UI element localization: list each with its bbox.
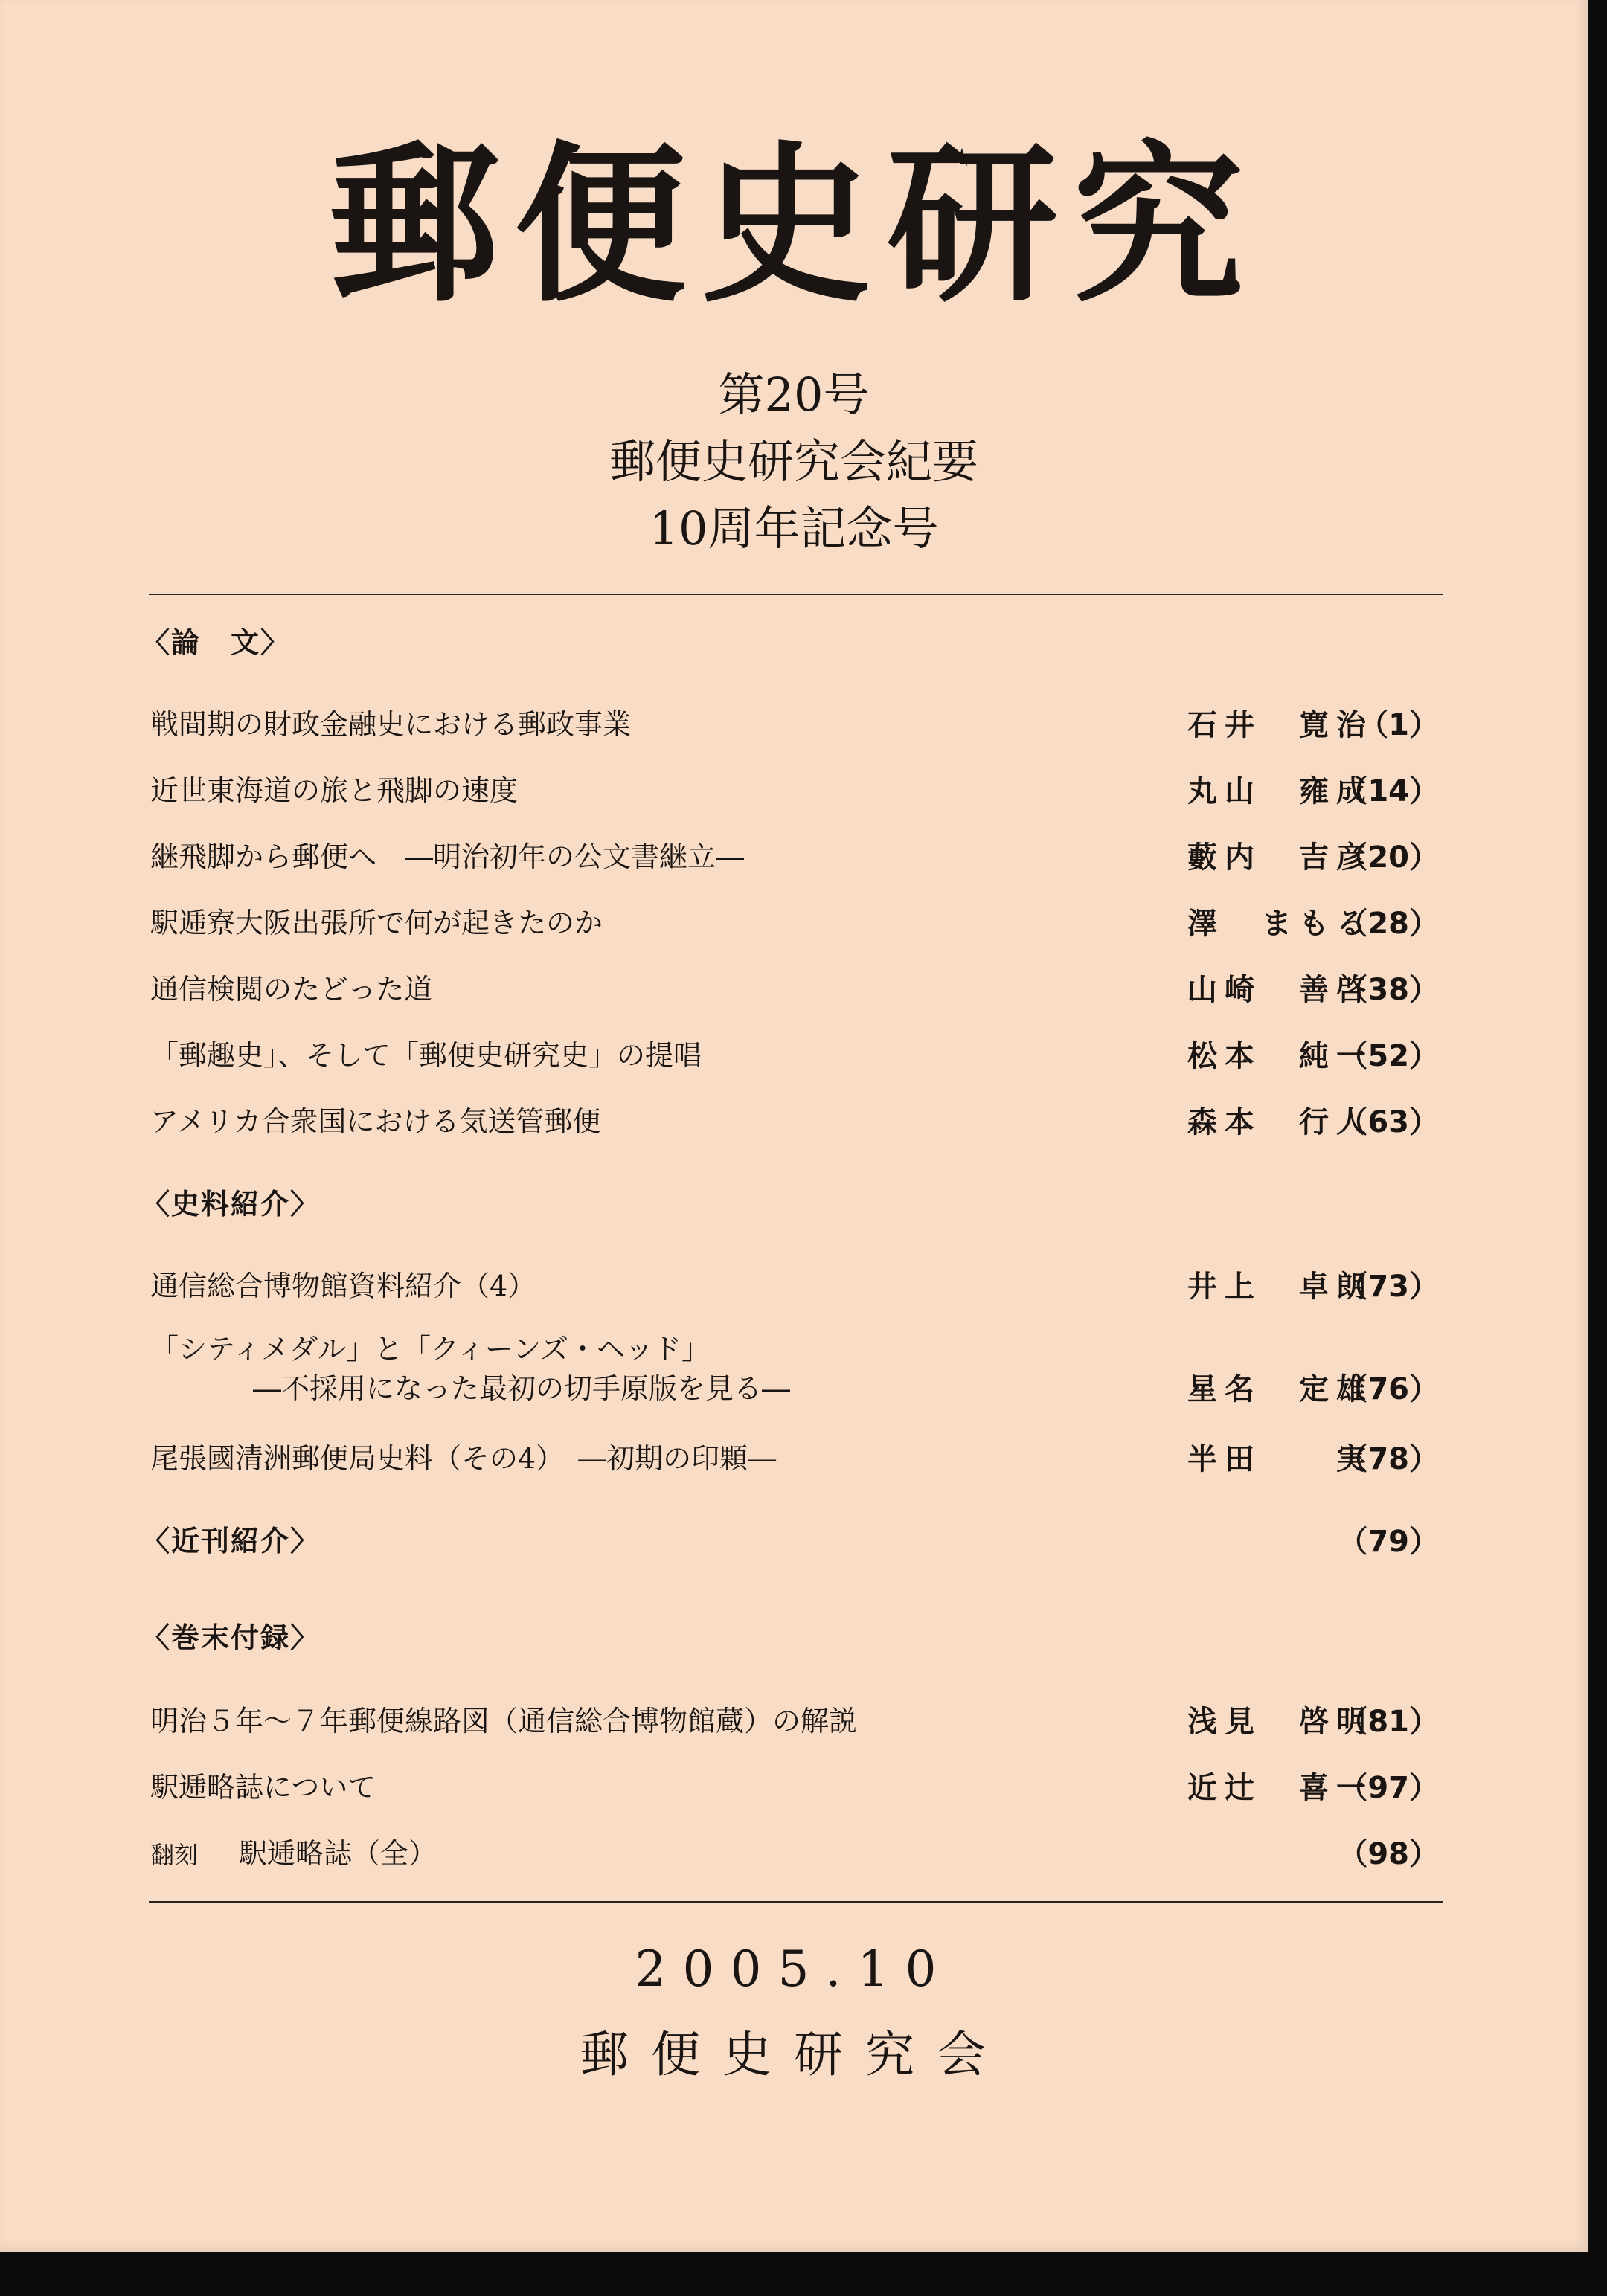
entry-title: 近世東海道の旅と飛脚の速度 xyxy=(150,774,519,807)
entry-page: （97） xyxy=(1338,1771,1439,1805)
entry-title: 「シティメダル」と「クィーンズ・ヘッド」 xyxy=(150,1333,711,1366)
entry-page: （1） xyxy=(1359,708,1439,742)
entry-page: （14） xyxy=(1338,774,1439,808)
entry-author: 石井 寛治 xyxy=(1187,708,1366,742)
section-heading-ronbun: 〈論 文〉 xyxy=(141,626,291,659)
entry-title: アメリカ合衆国における気送管郵便 xyxy=(150,1105,601,1138)
entry-page: （81） xyxy=(1338,1705,1439,1739)
journal-subtitle: 郵便史研究会紀要 xyxy=(609,434,978,489)
entry-page: （52） xyxy=(1338,1039,1439,1073)
entry-title: 戦間期の財政金融史における郵政事業 xyxy=(150,708,632,741)
entry-page: （98） xyxy=(1338,1837,1439,1871)
entry-title-with-prefix xyxy=(150,1839,437,1868)
entry-author: 井上 卓朗 xyxy=(1187,1270,1366,1304)
entry-author: 浅見 啓明 xyxy=(1187,1705,1366,1739)
entry-page: （78） xyxy=(1338,1442,1439,1476)
entry-author: 山崎 善啓 xyxy=(1187,973,1366,1007)
section-heading-kanmatsu: 〈巻末付録〉 xyxy=(141,1621,321,1654)
entry-page: （20） xyxy=(1338,840,1439,875)
issue-number: 第20号 xyxy=(718,367,870,422)
section-heading-shiryo: 〈史料紹介〉 xyxy=(141,1188,321,1221)
anniversary-label: 10周年記念号 xyxy=(649,501,939,556)
entry-page: （76） xyxy=(1338,1372,1439,1406)
entry-author: 澤 まもる xyxy=(1187,907,1366,941)
bottom-divider xyxy=(149,1901,1443,1903)
entry-title: 駅逓略誌（全） xyxy=(239,1837,437,1870)
publisher-name: 郵便史研究会 xyxy=(580,2026,1008,2083)
entry-author: 藪内 吉彦 xyxy=(1187,840,1366,875)
entry-page: （28） xyxy=(1338,907,1439,941)
entry-author: 松本 純一 xyxy=(1187,1039,1366,1073)
entry-page: （73） xyxy=(1338,1270,1439,1304)
entry-title: 尾張國清洲郵便局史料（その4） ―初期の印顆― xyxy=(150,1442,777,1475)
section-heading-kinkan: 〈近刊紹介〉 xyxy=(141,1525,321,1557)
entry-title: 明治５年～７年郵便線路図（通信総合博物館蔵）の解説 xyxy=(150,1705,858,1737)
entry-title: 駅逓寮大阪出張所で何が起きたのか xyxy=(150,907,603,939)
top-divider xyxy=(149,594,1443,595)
entry-prefix: 翻刻 xyxy=(150,1841,199,1869)
entry-page: （79） xyxy=(1338,1525,1439,1559)
entry-author: 星名 定雄 xyxy=(1187,1372,1366,1406)
entry-title: 通信総合博物館資料紹介（4） xyxy=(150,1270,536,1302)
publication-date: 2005.10 xyxy=(635,1940,953,1998)
entry-page: （38） xyxy=(1338,973,1439,1007)
entry-title: 継飛脚から郵便へ ―明治初年の公文書継立― xyxy=(150,840,745,873)
entry-author: 丸山 雍成 xyxy=(1187,774,1366,808)
entry-author: 近辻 喜一 xyxy=(1187,1771,1366,1805)
entry-author: 半田 実 xyxy=(1187,1442,1366,1476)
entry-title: 通信検閲のたどった道 xyxy=(150,973,433,1006)
entry-subtitle: ―不採用になった最初の切手原版を見る― xyxy=(253,1372,791,1405)
entry-title: 駅逓略誌について xyxy=(150,1771,376,1804)
entry-title: 「郵趣史」、そして「郵便史研究史」の提唱 xyxy=(150,1039,702,1072)
entry-page: （63） xyxy=(1338,1105,1439,1139)
journal-title: 郵便史研究 xyxy=(328,127,1259,326)
entry-author: 森本 行人 xyxy=(1187,1105,1366,1139)
